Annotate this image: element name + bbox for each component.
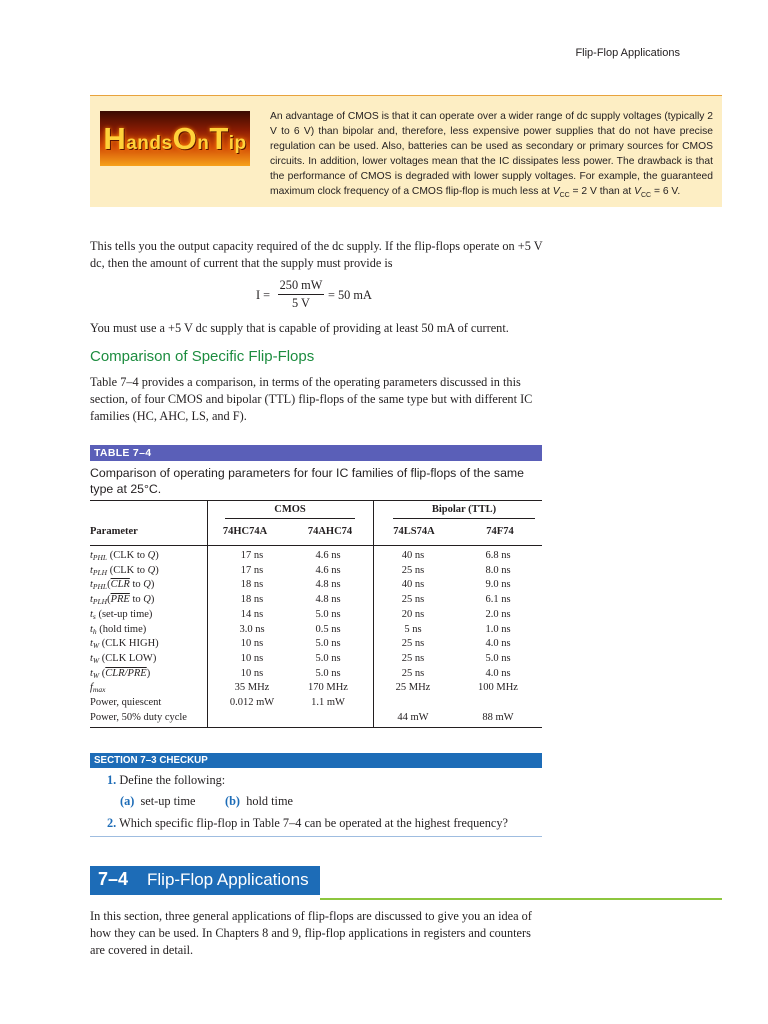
table-cell: 10 ns [240, 667, 264, 679]
table-bottom-rule [90, 727, 542, 728]
body-paragraph: Table 7–4 provides a comparison, in terms of the operating parameters discussed in this section, of four CMOS and bipolar (TTL) flip-flops of the same type but with different IC families (HC, AHC, LS, and F). [90, 375, 533, 423]
checkup-question: 2. Which specific flip-flop in Table 7–4 can be operated at the highest frequency? [107, 816, 508, 830]
table-cell: 4.6 ns [315, 550, 341, 561]
table-cell: 10 ns [240, 638, 264, 650]
table-group-rule [225, 518, 355, 519]
table-cell: 25 ns [401, 652, 425, 664]
running-header: Flip-Flop Applications [575, 47, 680, 59]
table-cell: 4.6 ns [315, 564, 341, 576]
checkup-questions [90, 768, 542, 837]
table-cell: 35 MHz [234, 682, 270, 694]
table-cell: 4.0 ns [485, 638, 511, 650]
table-cell: 20 ns [401, 608, 425, 620]
checkup-subitem: (b) hold time [225, 794, 293, 808]
table-column-header: 74HC74A [222, 526, 268, 537]
table-cell: 25 MHz [395, 682, 431, 694]
table-cell: 5.0 ns [315, 638, 341, 650]
table-cell: 1.0 ns [485, 623, 511, 635]
table-row-parameter: tW (CLK HIGH) [90, 638, 159, 651]
checkup-label: SECTION 7–3 CHECKUP [90, 753, 542, 768]
table-cell: 17 ns [240, 564, 264, 576]
table-group-header: CMOS [274, 504, 306, 515]
table-row-parameter: Power, 50% duty cycle [90, 711, 187, 723]
table-column-header: Parameter [90, 526, 138, 537]
table-column-header: 74AHC74 [307, 526, 353, 537]
table-cell: 5 ns [404, 623, 422, 635]
table-cell: 17 ns [240, 550, 264, 561]
table-cell: 5.0 ns [485, 652, 511, 664]
table-cell: 44 mW [397, 711, 429, 723]
table-caption: Comparison of operating parameters for four IC families of flip-flops of the same type at 25°C. [90, 466, 524, 496]
checkup-subitem: (a) set-up time [120, 794, 196, 808]
table-cell: 170 MHz [308, 682, 348, 694]
table-row-parameter: tW (CLK LOW) [90, 652, 157, 665]
table-row-parameter: $tPLH(\overline{PRE}$ to Q) [90, 594, 155, 607]
table-cell: 25 ns [401, 594, 425, 606]
table-cell: 25 ns [401, 667, 425, 679]
table-cell: 18 ns [240, 594, 264, 606]
section-rule [320, 898, 722, 900]
table-row-parameter: ts (set-up time) [90, 608, 153, 621]
table-cell: 14 ns [240, 608, 264, 620]
equation-rhs: = 50 mA [328, 288, 372, 302]
table-cell: 8.0 ns [485, 564, 511, 576]
table-column-header: 74LS74A [393, 526, 435, 537]
hands-on-tip-text: An advantage of CMOS is that it can operate over a wider range of dc supply voltages (typically 2 V to 6 V) than bipolar and, therefore, less expensive power supplies that do not have precise regulation can be used. Also, batteries can be used as secondary or primary sources for CMOS circuits. In addition, lower voltages mean that the IC dissipates less power. The drawback is that the performance of CMOS is degraded with lower supply voltages. For example, the guaranteed maximum clock frequency of a CMOS flip-flop is much less at $V_{CC} = 2$ V than at $V_{CC} = 6$ V. [270, 111, 714, 200]
table-cell: 0.012 mW [229, 697, 275, 708]
table-cell: 4.8 ns [315, 579, 341, 591]
table-cell: 0.5 ns [315, 623, 341, 635]
body-paragraph: This tells you the output capacity required of the dc supply. If the flip-flops operate on +5 V dc, then the amount of current that the supply must provide is [90, 239, 543, 270]
table-cell: 4.8 ns [315, 594, 341, 606]
table-cell: 5.0 ns [315, 608, 341, 620]
table-cell: 88 mW [482, 711, 514, 723]
table-cell: 100 MHz [478, 682, 518, 694]
equation-fraction [278, 278, 324, 311]
section-number: 7–4 [98, 869, 129, 889]
equation-lhs: I = [256, 288, 271, 302]
table-cell: 10 ns [240, 652, 264, 664]
table-row-parameter: tW (CLR/PRE) [90, 667, 151, 680]
table-cell: 40 ns [401, 550, 425, 561]
hands-on-tip-box [90, 95, 722, 207]
subheading: Comparison of Specific Flip-Flops [90, 348, 315, 365]
section-intro: In this section, three general applications of flip-flops are discussed to give you an idea of how they can be used. In Chapters 8 and 9, flip-flop applications in registers and counters are covered in detail. [90, 909, 532, 957]
table-cell: 5.0 ns [315, 652, 341, 664]
table-cell: 3.0 ns [239, 623, 265, 635]
table-row-parameter: $tPHL(\overline{CLR}$ to Q) [90, 579, 155, 592]
table-group-header: Bipolar (TTL) [431, 504, 497, 515]
table-cell: 40 ns [401, 579, 425, 591]
table-group-rule [393, 518, 535, 519]
hands-on-tip-logo: HandsOnTip [100, 111, 250, 166]
table-row-parameter: tPHL (CLK to Q) [90, 550, 159, 562]
table-cell: 25 ns [401, 564, 425, 576]
table-cell: 4.0 ns [485, 667, 511, 679]
table-row-parameter: Power, quiescent [90, 697, 162, 708]
section-heading [90, 866, 320, 895]
table-row-parameter: th (hold time) [90, 623, 147, 636]
table-row-parameter: tPLH (CLK to Q) [90, 564, 159, 577]
table-cell: 2.0 ns [485, 608, 511, 620]
table-cell: 6.1 ns [485, 594, 511, 606]
table-cell: 18 ns [240, 579, 264, 591]
checkup-question: 1. Define the following: [107, 773, 226, 787]
equation-denominator: 5 V [292, 296, 310, 310]
table-top-rule [90, 500, 542, 501]
table-column-header: 74F74 [486, 526, 514, 537]
table-cell: 6.8 ns [485, 550, 511, 561]
table-cell: 5.0 ns [315, 667, 341, 679]
table-header-rule [90, 545, 542, 546]
table-row-parameter: fmax [90, 682, 106, 695]
table-cell: 1.1 mW [311, 697, 345, 708]
table-cell: 25 ns [401, 638, 425, 650]
section-title: Flip-Flop Applications [147, 870, 309, 889]
body-paragraph: You must use a +5 V dc supply that is capable of providing at least 50 mA of current. [90, 321, 509, 335]
table-label: TABLE 7–4 [90, 445, 542, 461]
equation-numerator: 250 mW [278, 278, 324, 295]
table-cell: 9.0 ns [485, 579, 511, 591]
